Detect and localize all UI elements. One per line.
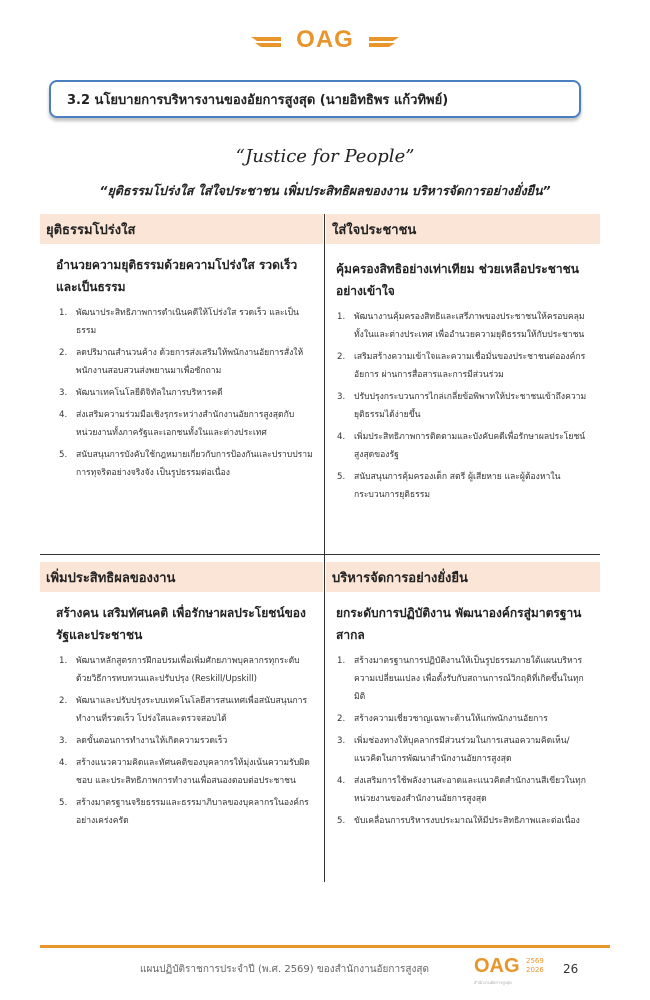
item-text: ปรับปรุงกระบวนการไกล่เกลี่ยข้อพิพาทให้ประชาชนเข้าถึงความยุติธรรมได้ง่ายขึ้น (354, 392, 587, 420)
item-number: 4. (337, 432, 346, 442)
item-number: 2. (337, 352, 346, 362)
right-wing-icon (369, 34, 403, 52)
quadrant-subheading: คุ้มครองสิทธิอย่างเท่าเทียม ช่วยเหลือประชาชนอย่างเข้าใจ (336, 262, 579, 298)
list-item (59, 692, 315, 728)
list-item (337, 772, 592, 808)
item-number: 4. (59, 410, 68, 420)
list-item (337, 812, 592, 830)
item-number: 4. (337, 776, 346, 786)
policy-list (326, 652, 600, 830)
footer-logo-subtitle: สำนักงานอัยการสูงสุด (474, 980, 512, 985)
list-item (337, 652, 592, 706)
item-text: ขับเคลื่อนการบริหารงบประมาณให้มีประสิทธิภาพและต่อเนื่อง (354, 816, 580, 826)
item-number: 2. (59, 348, 68, 358)
header-logo (0, 26, 650, 54)
section-title-box (49, 80, 581, 118)
item-text: ส่งเสริมการใช้พลังงานสะอาดและแนวคิดสำนักงานสีเขียวในทุกหน่วยงานของสำนักงานอัยการสูงสุด (354, 776, 586, 804)
quadrant-subheading: สร้างคน เสริมทัศนคติ เพื่อรักษาผลประโยชน์ของรัฐและประชาชน (56, 606, 306, 642)
item-number: 3. (59, 388, 68, 398)
item-text: ส่งเสริมความร่วมมือเชิงรุกระหว่างสำนักงานอัยการสูงสุดกับหน่วยงานทั้งภาครัฐและเอกชนทั้งในและต่างประเทศ (76, 410, 295, 438)
policy-grid (40, 214, 600, 884)
list-item (59, 754, 315, 790)
item-text: สร้างความเชี่ยวชาญเฉพาะด้านให้แก่พนักงานอัยการ (354, 714, 548, 724)
item-number: 2. (59, 696, 68, 706)
item-text: พัฒนาเทคโนโลยีดิจิทัลในการบริหารคดี (76, 388, 223, 398)
item-number: 4. (59, 758, 68, 768)
policy-list (326, 308, 600, 504)
item-text: สร้างมาตรฐานการปฏิบัติงานให้เป็นรูปธรรมภายใต้แผนบริหารความเปลี่ยนแปลง เพื่อตั้งรับกับสถานการณ์วิกฤติที่เกิดขึ้นในทุกมิติ (354, 656, 584, 702)
list-item (59, 304, 315, 340)
quadrant-sustainable-management (326, 562, 600, 834)
item-number: 3. (59, 736, 68, 746)
vertical-divider (324, 214, 325, 882)
list-item (59, 344, 315, 380)
item-text: ลดขั้นตอนการทำงานให้เกิดความรวดเร็ว (76, 736, 228, 746)
quadrant-transparent-justice (40, 214, 323, 486)
logo-text: OAG (296, 26, 354, 53)
item-text: สร้างมาตรฐานจริยธรรมและธรรมาภิบาลของบุคลากรในองค์กรอย่างเคร่งครัด (76, 798, 309, 826)
item-text: พัฒนางานคุ้มครองสิทธิและเสรีภาพของประชาชนให้ครอบคลุมทั้งในและต่างประเทศ เพื่ออำนวยความยุติธรรมให้กับประชาชน (354, 312, 585, 340)
item-text: สนับสนุนการคุ้มครองเด็ก สตรี ผู้เสียหาย และผู้ต้องหาในกระบวนการยุติธรรม (354, 472, 561, 500)
page-number: 26 (563, 962, 579, 976)
item-number: 5. (337, 816, 346, 826)
item-number: 3. (337, 736, 346, 746)
quadrant-heading: ใส่ใจประชาชน (326, 214, 600, 244)
list-item (337, 732, 592, 768)
list-item (59, 446, 315, 482)
item-text: เพิ่มช่องทางให้บุคลากรมีส่วนร่วมในการเสนอความคิดเห็น/แนวคิดในการพัฒนาสำนักงานอัยการสูงสุด (354, 736, 570, 764)
footer-year-top: 2569 (526, 957, 544, 965)
list-item (337, 710, 592, 728)
quadrant-heading: บริหารจัดการอย่างยั่งยืน (326, 562, 600, 592)
footer-caption: แผนปฏิบัติราชการประจำปี (พ.ศ. 2569) ของสำนักงานอัยการสูงสุด (140, 964, 430, 975)
policy-list (40, 304, 323, 482)
footer-year-bottom: 2026 (526, 966, 544, 974)
list-item (337, 428, 592, 464)
item-text: เพิ่มประสิทธิภาพการติดตามและบังคับคดีเพื่อรักษาผลประโยชน์สูงสุดของรัฐ (354, 432, 586, 460)
left-wing-icon (247, 34, 281, 52)
quadrant-public-care (326, 214, 600, 508)
item-text: พัฒนาประสิทธิภาพการดำเนินคดีให้โปร่งใส รวดเร็ว และเป็นธรรม (76, 308, 299, 336)
item-text: ลดปริมาณสำนวนค้าง ด้วยการส่งเสริมให้พนักงานอัยการสั่งให้พนักงานสอบสวนส่งพยานมาเพื่อซักถาม (76, 348, 304, 376)
item-number: 2. (337, 714, 346, 724)
list-item (59, 732, 315, 750)
list-item (337, 468, 592, 504)
item-number: 1. (337, 656, 346, 666)
quadrant-heading: ยุติธรรมโปร่งใส (40, 214, 323, 244)
list-item (59, 406, 315, 442)
motto-english: “Justice for People” (235, 146, 415, 167)
quadrant-subheading: อำนวยความยุติธรรมด้วยความโปร่งใส รวดเร็ว และเป็นธรรม (56, 258, 298, 294)
footer-logo-text: OAG (474, 955, 520, 977)
item-number: 5. (337, 472, 346, 482)
footer-divider (40, 945, 610, 948)
item-number: 1. (59, 656, 68, 666)
item-number: 3. (337, 392, 346, 402)
horizontal-divider (40, 554, 600, 555)
item-number: 1. (59, 308, 68, 318)
list-item (59, 794, 315, 830)
item-number: 5. (59, 450, 68, 460)
quadrant-work-effectiveness (40, 562, 323, 834)
item-text: สนับสนุนการบังคับใช้กฎหมายเกี่ยวกับการป้องกันและปราบปรามการทุจริตอย่างจริงจัง เป็นรูปธรรมต่อเนื่อง (76, 450, 313, 478)
section-title: 3.2 นโยบายการบริหารงานของอัยการสูงสุด (นายอิทธิพร แก้วทิพย์) (67, 92, 449, 108)
list-item (59, 384, 315, 402)
item-text: พัฒนาหลักสูตรการฝึกอบรมเพื่อเพิ่มศักยภาพบุคลากรทุกระดับด้วยวิธีการทบทวนและปรับปรุง (Reskill/Upskill) (76, 656, 300, 684)
list-item (59, 652, 315, 688)
footer-logo (474, 955, 544, 985)
item-number: 5. (59, 798, 68, 808)
item-text: เสริมสร้างความเข้าใจและความเชื่อมั่นของประชาชนต่อองค์กรอัยการ ผ่านการสื่อสารและการมีส่วนร่วม (354, 352, 586, 380)
motto-thai: “ยุติธรรมโปร่งใส ใส่ใจประชาชน เพิ่มประสิทธิผลของงาน บริหารจัดการอย่างยั่งยืน” (99, 183, 551, 198)
list-item (337, 348, 592, 384)
quadrant-heading: เพิ่มประสิทธิผลของงาน (40, 562, 323, 592)
quadrant-subheading: ยกระดับการปฏิบัติงาน พัฒนาองค์กรสู่มาตรฐานสากล (336, 606, 582, 642)
policy-list (40, 652, 323, 830)
item-number: 1. (337, 312, 346, 322)
item-text: สร้างแนวความคิดและทัศนคติของบุคลากรให้มุ่งเน้นความรับผิดชอบ และประสิทธิภาพการทำงานเพื่อสนองตอบต่อประชาชน (76, 758, 310, 786)
footer-logo-years (526, 957, 544, 975)
list-item (337, 308, 592, 344)
list-item (337, 388, 592, 424)
item-text: พัฒนาและปรับปรุงระบบเทคโนโลยีสารสนเทศเพื่อสนับสนุนการทำงานที่รวดเร็ว โปร่งใสและตรวจสอบได้ (76, 696, 308, 724)
